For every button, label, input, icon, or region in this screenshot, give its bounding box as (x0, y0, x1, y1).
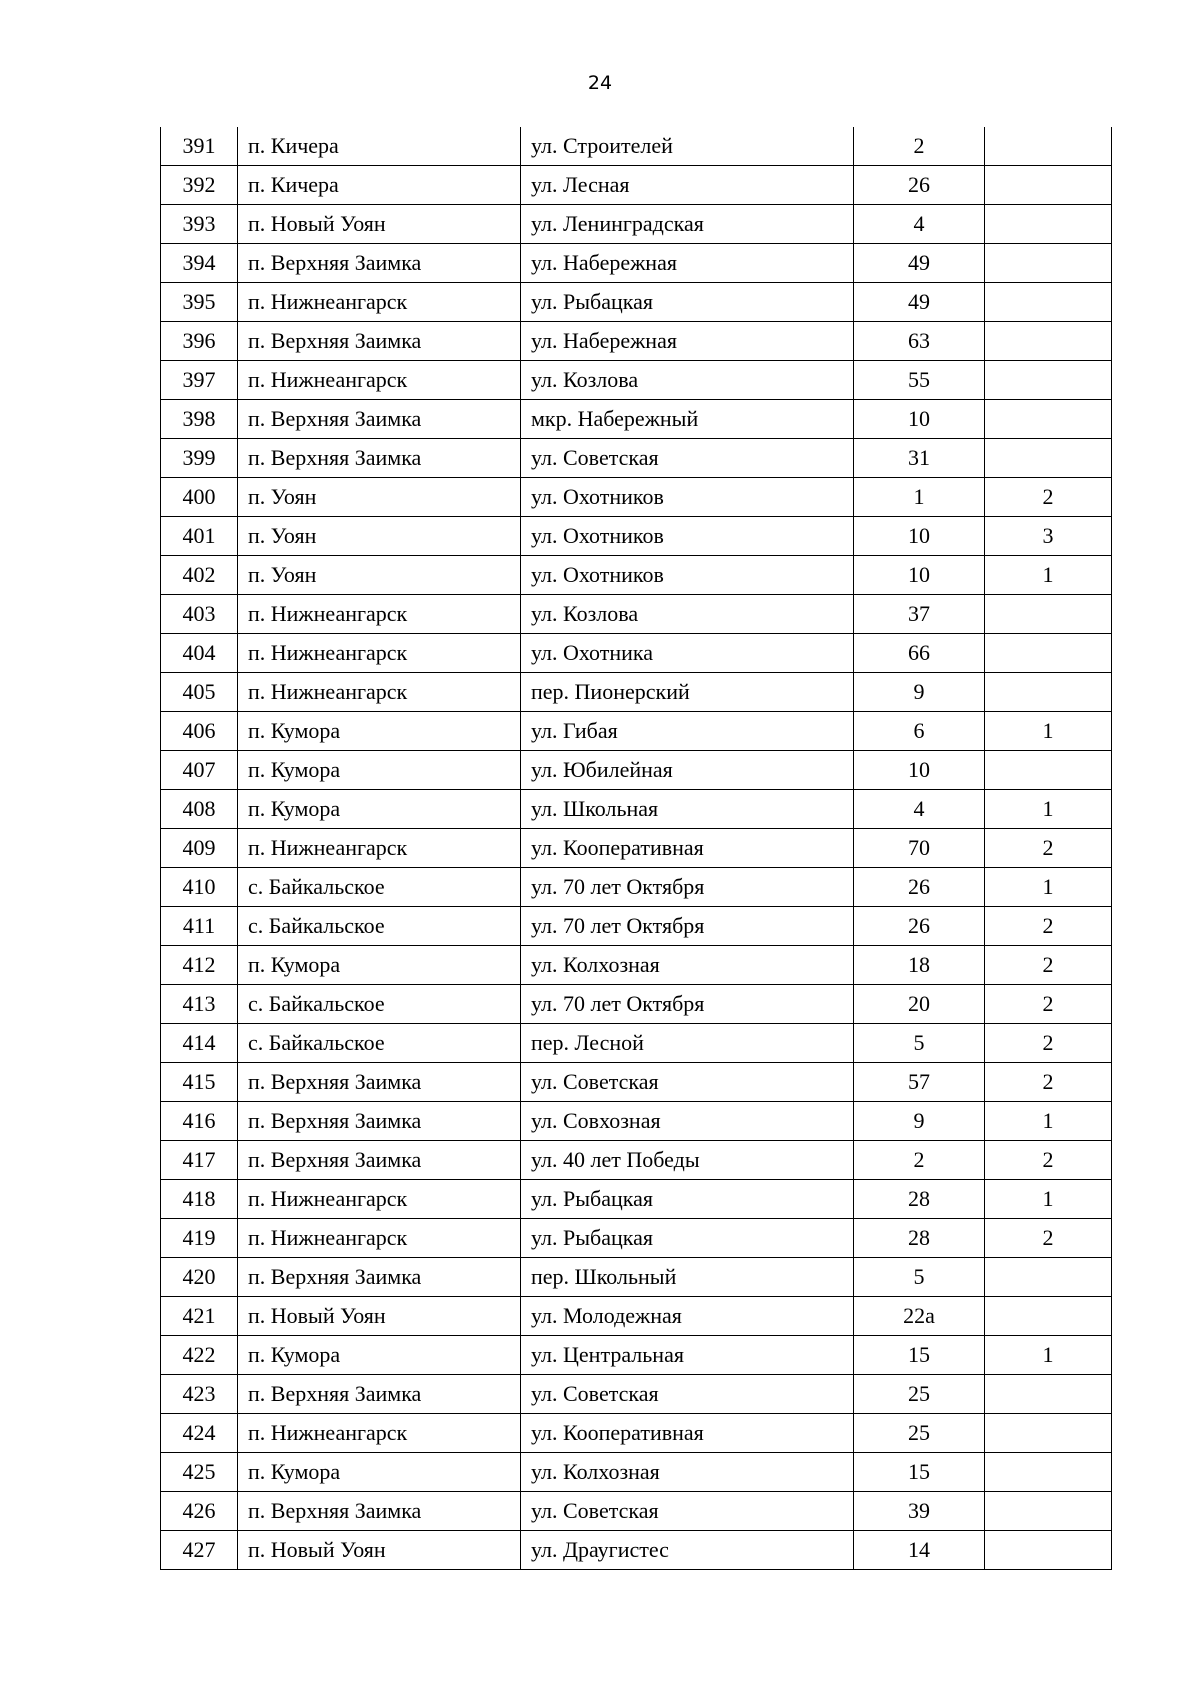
street-cell: ул. Кооперативная (521, 1414, 854, 1453)
street-cell: ул. Рыбацкая (521, 283, 854, 322)
house-number-cell: 66 (854, 634, 985, 673)
house-number-cell: 6 (854, 712, 985, 751)
row-number-cell: 393 (161, 205, 238, 244)
settlement-cell: п. Уоян (238, 517, 521, 556)
house-number-cell: 28 (854, 1180, 985, 1219)
street-cell: ул. Ленинградская (521, 205, 854, 244)
row-number-cell: 408 (161, 790, 238, 829)
table-row (161, 1102, 1112, 1141)
apartment-number-cell (985, 322, 1112, 361)
row-number-cell: 417 (161, 1141, 238, 1180)
street-cell: ул. Набережная (521, 322, 854, 361)
settlement-cell: п. Верхняя Заимка (238, 1375, 521, 1414)
row-number-cell: 415 (161, 1063, 238, 1102)
house-number-cell: 2 (854, 1141, 985, 1180)
row-number-cell: 402 (161, 556, 238, 595)
row-number-cell: 424 (161, 1414, 238, 1453)
street-cell: ул. Колхозная (521, 1453, 854, 1492)
house-number-cell: 1 (854, 478, 985, 517)
table-row (161, 790, 1112, 829)
apartment-number-cell: 2 (985, 1219, 1112, 1258)
row-number-cell: 412 (161, 946, 238, 985)
settlement-cell: п. Кумора (238, 946, 521, 985)
apartment-number-cell (985, 166, 1112, 205)
settlement-cell: п. Верхняя Заимка (238, 1063, 521, 1102)
row-number-cell: 405 (161, 673, 238, 712)
settlement-cell: п. Кичера (238, 166, 521, 205)
street-cell: ул. Кооперативная (521, 829, 854, 868)
table-row (161, 478, 1112, 517)
table-row (161, 1063, 1112, 1102)
house-number-cell: 25 (854, 1414, 985, 1453)
settlement-cell: п. Кичера (238, 127, 521, 166)
settlement-cell: п. Кумора (238, 1336, 521, 1375)
house-number-cell: 39 (854, 1492, 985, 1531)
apartment-number-cell: 1 (985, 868, 1112, 907)
house-number-cell: 2 (854, 127, 985, 166)
apartment-number-cell (985, 439, 1112, 478)
table-row (161, 166, 1112, 205)
house-number-cell: 63 (854, 322, 985, 361)
row-number-cell: 398 (161, 400, 238, 439)
street-cell: ул. Рыбацкая (521, 1180, 854, 1219)
row-number-cell: 396 (161, 322, 238, 361)
settlement-cell: п. Верхняя Заимка (238, 322, 521, 361)
street-cell: ул. Советская (521, 1063, 854, 1102)
house-number-cell: 55 (854, 361, 985, 400)
house-number-cell: 4 (854, 205, 985, 244)
apartment-number-cell: 1 (985, 556, 1112, 595)
settlement-cell: п. Нижнеангарск (238, 595, 521, 634)
settlement-cell: с. Байкальское (238, 1024, 521, 1063)
row-number-cell: 421 (161, 1297, 238, 1336)
settlement-cell: п. Нижнеангарск (238, 673, 521, 712)
row-number-cell: 416 (161, 1102, 238, 1141)
house-number-cell: 25 (854, 1375, 985, 1414)
house-number-cell: 22а (854, 1297, 985, 1336)
house-number-cell: 5 (854, 1024, 985, 1063)
street-cell: ул. Гибая (521, 712, 854, 751)
table-row (161, 283, 1112, 322)
house-number-cell: 49 (854, 244, 985, 283)
row-number-cell: 425 (161, 1453, 238, 1492)
street-cell: мкр. Набережный (521, 400, 854, 439)
table-row (161, 595, 1112, 634)
table-row (161, 751, 1112, 790)
apartment-number-cell: 2 (985, 478, 1112, 517)
street-cell: ул. 70 лет Октября (521, 907, 854, 946)
house-number-cell: 9 (854, 673, 985, 712)
street-cell: ул. Молодежная (521, 1297, 854, 1336)
table-row (161, 712, 1112, 751)
apartment-number-cell: 2 (985, 907, 1112, 946)
house-number-cell: 31 (854, 439, 985, 478)
house-number-cell: 15 (854, 1453, 985, 1492)
street-cell: пер. Школьный (521, 1258, 854, 1297)
apartment-number-cell: 1 (985, 790, 1112, 829)
row-number-cell: 392 (161, 166, 238, 205)
street-cell: ул. 40 лет Победы (521, 1141, 854, 1180)
apartment-number-cell: 3 (985, 517, 1112, 556)
settlement-cell: п. Верхняя Заимка (238, 1258, 521, 1297)
apartment-number-cell (985, 205, 1112, 244)
table-row (161, 1375, 1112, 1414)
apartment-number-cell (985, 634, 1112, 673)
apartment-number-cell (985, 673, 1112, 712)
apartment-number-cell: 1 (985, 1336, 1112, 1375)
settlement-cell: п. Верхняя Заимка (238, 1141, 521, 1180)
settlement-cell: п. Уоян (238, 478, 521, 517)
row-number-cell: 404 (161, 634, 238, 673)
street-cell: ул. Козлова (521, 361, 854, 400)
house-number-cell: 15 (854, 1336, 985, 1375)
table-row (161, 400, 1112, 439)
house-number-cell: 18 (854, 946, 985, 985)
house-number-cell: 26 (854, 868, 985, 907)
table-row (161, 946, 1112, 985)
street-cell: ул. Козлова (521, 595, 854, 634)
table-row (161, 556, 1112, 595)
settlement-cell: п. Верхняя Заимка (238, 1102, 521, 1141)
row-number-cell: 391 (161, 127, 238, 166)
settlement-cell: п. Кумора (238, 1453, 521, 1492)
table-row (161, 244, 1112, 283)
apartment-number-cell: 2 (985, 946, 1112, 985)
house-number-cell: 26 (854, 907, 985, 946)
apartment-number-cell: 1 (985, 1102, 1112, 1141)
settlement-cell: п. Нижнеангарск (238, 1414, 521, 1453)
table-row (161, 673, 1112, 712)
apartment-number-cell (985, 1375, 1112, 1414)
settlement-cell: п. Нижнеангарск (238, 361, 521, 400)
house-number-cell: 4 (854, 790, 985, 829)
street-cell: ул. Охотников (521, 517, 854, 556)
row-number-cell: 414 (161, 1024, 238, 1063)
settlement-cell: п. Кумора (238, 790, 521, 829)
settlement-cell: п. Нижнеангарск (238, 1180, 521, 1219)
table-row (161, 1414, 1112, 1453)
street-cell: ул. Драугистес (521, 1531, 854, 1570)
row-number-cell: 419 (161, 1219, 238, 1258)
settlement-cell: с. Байкальское (238, 868, 521, 907)
street-cell: ул. Школьная (521, 790, 854, 829)
apartment-number-cell: 2 (985, 985, 1112, 1024)
street-cell: пер. Лесной (521, 1024, 854, 1063)
table-row (161, 1141, 1112, 1180)
house-number-cell: 10 (854, 517, 985, 556)
street-cell: пер. Пионерский (521, 673, 854, 712)
address-table (160, 127, 1112, 1570)
settlement-cell: с. Байкальское (238, 907, 521, 946)
street-cell: ул. Совхозная (521, 1102, 854, 1141)
house-number-cell: 5 (854, 1258, 985, 1297)
row-number-cell: 397 (161, 361, 238, 400)
apartment-number-cell (985, 1453, 1112, 1492)
apartment-number-cell (985, 595, 1112, 634)
row-number-cell: 399 (161, 439, 238, 478)
street-cell: ул. Колхозная (521, 946, 854, 985)
table-row (161, 1219, 1112, 1258)
settlement-cell: п. Кумора (238, 712, 521, 751)
settlement-cell: п. Нижнеангарск (238, 283, 521, 322)
house-number-cell: 20 (854, 985, 985, 1024)
settlement-cell: п. Нижнеангарск (238, 829, 521, 868)
apartment-number-cell: 2 (985, 1063, 1112, 1102)
settlement-cell: п. Верхняя Заимка (238, 244, 521, 283)
table-row (161, 205, 1112, 244)
row-number-cell: 410 (161, 868, 238, 907)
apartment-number-cell: 1 (985, 1180, 1112, 1219)
row-number-cell: 406 (161, 712, 238, 751)
row-number-cell: 403 (161, 595, 238, 634)
table-row (161, 439, 1112, 478)
settlement-cell: п. Новый Уоян (238, 1531, 521, 1570)
house-number-cell: 26 (854, 166, 985, 205)
settlement-cell: п. Кумора (238, 751, 521, 790)
house-number-cell: 14 (854, 1531, 985, 1570)
apartment-number-cell (985, 127, 1112, 166)
settlement-cell: п. Верхняя Заимка (238, 1492, 521, 1531)
table-row (161, 907, 1112, 946)
apartment-number-cell (985, 1531, 1112, 1570)
row-number-cell: 409 (161, 829, 238, 868)
house-number-cell: 70 (854, 829, 985, 868)
row-number-cell: 411 (161, 907, 238, 946)
row-number-cell: 407 (161, 751, 238, 790)
apartment-number-cell: 1 (985, 712, 1112, 751)
table-row (161, 1531, 1112, 1570)
table-row (161, 361, 1112, 400)
apartment-number-cell: 2 (985, 1141, 1112, 1180)
table-row (161, 1492, 1112, 1531)
apartment-number-cell (985, 244, 1112, 283)
street-cell: ул. Охотников (521, 478, 854, 517)
settlement-cell: п. Нижнеангарск (238, 634, 521, 673)
apartment-number-cell (985, 400, 1112, 439)
street-cell: ул. Строителей (521, 127, 854, 166)
house-number-cell: 57 (854, 1063, 985, 1102)
table-row (161, 517, 1112, 556)
row-number-cell: 394 (161, 244, 238, 283)
street-cell: ул. 70 лет Октября (521, 868, 854, 907)
page-number: 24 (587, 72, 613, 94)
street-cell: ул. Советская (521, 1375, 854, 1414)
row-number-cell: 423 (161, 1375, 238, 1414)
house-number-cell: 10 (854, 751, 985, 790)
table-row (161, 1297, 1112, 1336)
table-row (161, 634, 1112, 673)
apartment-number-cell: 2 (985, 1024, 1112, 1063)
table-row (161, 1258, 1112, 1297)
house-number-cell: 49 (854, 283, 985, 322)
apartment-number-cell (985, 1414, 1112, 1453)
table-row (161, 322, 1112, 361)
row-number-cell: 401 (161, 517, 238, 556)
row-number-cell: 422 (161, 1336, 238, 1375)
table-row (161, 868, 1112, 907)
table-row (161, 985, 1112, 1024)
apartment-number-cell (985, 751, 1112, 790)
table-row (161, 1336, 1112, 1375)
settlement-cell: п. Нижнеангарск (238, 1219, 521, 1258)
apartment-number-cell (985, 1258, 1112, 1297)
row-number-cell: 426 (161, 1492, 238, 1531)
apartment-number-cell (985, 361, 1112, 400)
apartment-number-cell (985, 1297, 1112, 1336)
table-row (161, 127, 1112, 166)
street-cell: ул. Рыбацкая (521, 1219, 854, 1258)
settlement-cell: п. Новый Уоян (238, 1297, 521, 1336)
row-number-cell: 413 (161, 985, 238, 1024)
row-number-cell: 400 (161, 478, 238, 517)
street-cell: ул. Охотников (521, 556, 854, 595)
house-number-cell: 10 (854, 556, 985, 595)
row-number-cell: 427 (161, 1531, 238, 1570)
house-number-cell: 37 (854, 595, 985, 634)
table-row (161, 1024, 1112, 1063)
settlement-cell: п. Уоян (238, 556, 521, 595)
settlement-cell: п. Верхняя Заимка (238, 400, 521, 439)
apartment-number-cell (985, 283, 1112, 322)
table-row (161, 829, 1112, 868)
row-number-cell: 395 (161, 283, 238, 322)
row-number-cell: 418 (161, 1180, 238, 1219)
row-number-cell: 420 (161, 1258, 238, 1297)
street-cell: ул. Центральная (521, 1336, 854, 1375)
house-number-cell: 28 (854, 1219, 985, 1258)
street-cell: ул. Лесная (521, 166, 854, 205)
street-cell: ул. Набережная (521, 244, 854, 283)
table-row (161, 1453, 1112, 1492)
table-row (161, 1180, 1112, 1219)
street-cell: ул. 70 лет Октября (521, 985, 854, 1024)
street-cell: ул. Юбилейная (521, 751, 854, 790)
settlement-cell: п. Верхняя Заимка (238, 439, 521, 478)
house-number-cell: 9 (854, 1102, 985, 1141)
apartment-number-cell: 2 (985, 829, 1112, 868)
apartment-number-cell (985, 1492, 1112, 1531)
table-body (161, 127, 1112, 1570)
street-cell: ул. Советская (521, 439, 854, 478)
settlement-cell: с. Байкальское (238, 985, 521, 1024)
street-cell: ул. Советская (521, 1492, 854, 1531)
street-cell: ул. Охотника (521, 634, 854, 673)
house-number-cell: 10 (854, 400, 985, 439)
settlement-cell: п. Новый Уоян (238, 205, 521, 244)
